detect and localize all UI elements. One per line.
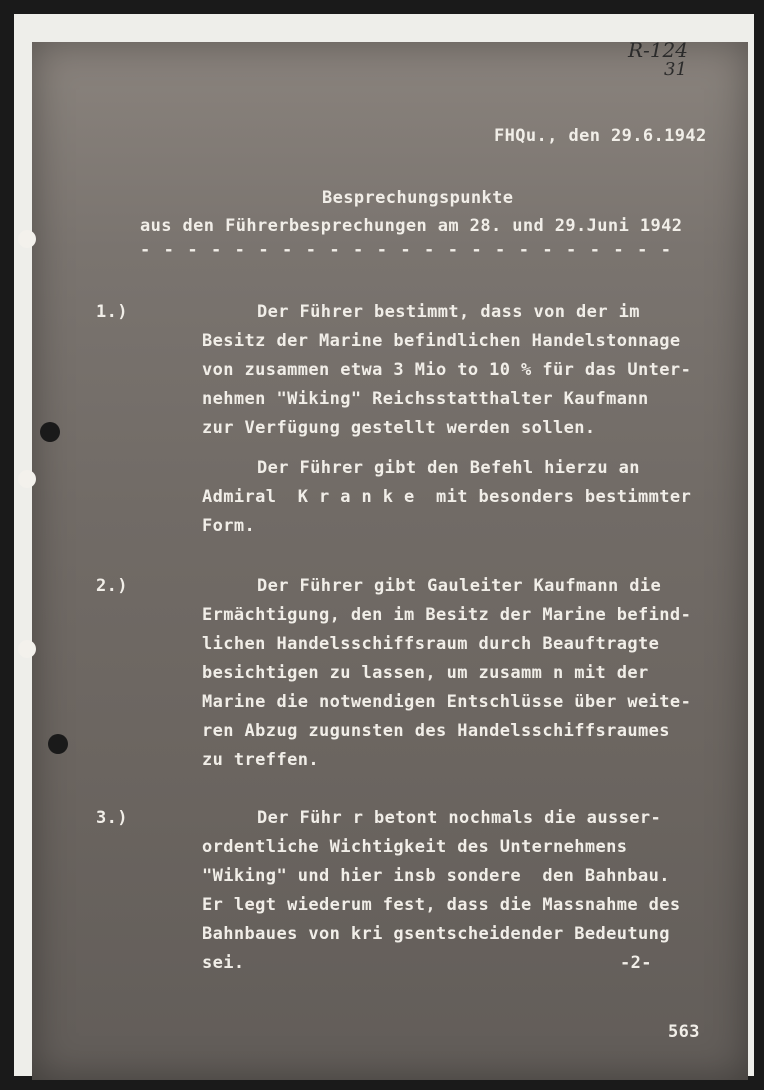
- item-line: Der Führ r betont nochmals die ausser-: [257, 808, 662, 828]
- item-line: Besitz der Marine befindlichen Handelstonnage: [202, 331, 681, 351]
- document-sheet: [14, 14, 754, 1076]
- title-line-1: Besprechungspunkte: [322, 188, 514, 208]
- archive-mark: [628, 40, 688, 80]
- item-line: "Wiking" und hier insb sondere den Bahnbau.: [202, 866, 670, 886]
- archive-mark-line-1: R-124: [628, 38, 688, 62]
- item-line: ordentliche Wichtigkeit des Unternehmens: [202, 837, 628, 857]
- item-line: besichtigen zu lassen, um zusamm n mit der: [202, 663, 649, 683]
- item-line: Er legt wiederum fest, dass die Massnahme des: [202, 895, 681, 915]
- item-line: ren Abzug zugunsten des Handelsschiffsraumes: [202, 721, 670, 741]
- title-line-2: aus den Führerbesprechungen am 28. und 29.Juni 1942: [140, 216, 683, 236]
- item-line: Admiral K r a n k e mit besonders bestimmter: [202, 487, 692, 507]
- item-line: sei.: [202, 953, 245, 973]
- item-line: zur Verfügung gestellt werden sollen.: [202, 418, 596, 438]
- item-line: Der Führer bestimmt, dass von der im: [257, 302, 640, 322]
- item-number: 1.): [96, 302, 128, 322]
- item-line: Ermächtigung, den im Besitz der Marine befind-: [202, 605, 692, 625]
- item-line: Bahnbaues von kri gsentscheidender Bedeutung: [202, 924, 670, 944]
- punch-hole: [48, 734, 68, 754]
- item-line: lichen Handelsschiffsraum durch Beauftragte: [202, 634, 660, 654]
- page-number: 563: [668, 1022, 700, 1042]
- photostat-page: [32, 38, 748, 1080]
- item-line: Form.: [202, 516, 256, 536]
- item-number: 3.): [96, 808, 128, 828]
- place-date: FHQu., den 29.6.1942: [494, 126, 707, 146]
- item-line: Marine die notwendigen Entschlüsse über weite-: [202, 692, 692, 712]
- item-line: zu treffen.: [202, 750, 319, 770]
- item-line: nehmen "Wiking" Reichsstatthalter Kaufmann: [202, 389, 649, 409]
- item-number: 2.): [96, 576, 128, 596]
- punch-hole: [18, 230, 36, 248]
- item-line: von zusammen etwa 3 Mio to 10 % für das Unter-: [202, 360, 692, 380]
- continuation-marker: -2-: [620, 953, 652, 973]
- item-line: Der Führer gibt den Befehl hierzu an: [257, 458, 640, 478]
- title-rule: - - - - - - - - - - - - - - - - - - - - - - -: [140, 240, 673, 260]
- item-line: Der Führer gibt Gauleiter Kaufmann die: [257, 576, 662, 596]
- archive-mark-line-2: 31: [664, 59, 687, 80]
- punch-hole: [18, 470, 36, 488]
- punch-hole: [40, 422, 60, 442]
- punch-hole: [18, 640, 36, 658]
